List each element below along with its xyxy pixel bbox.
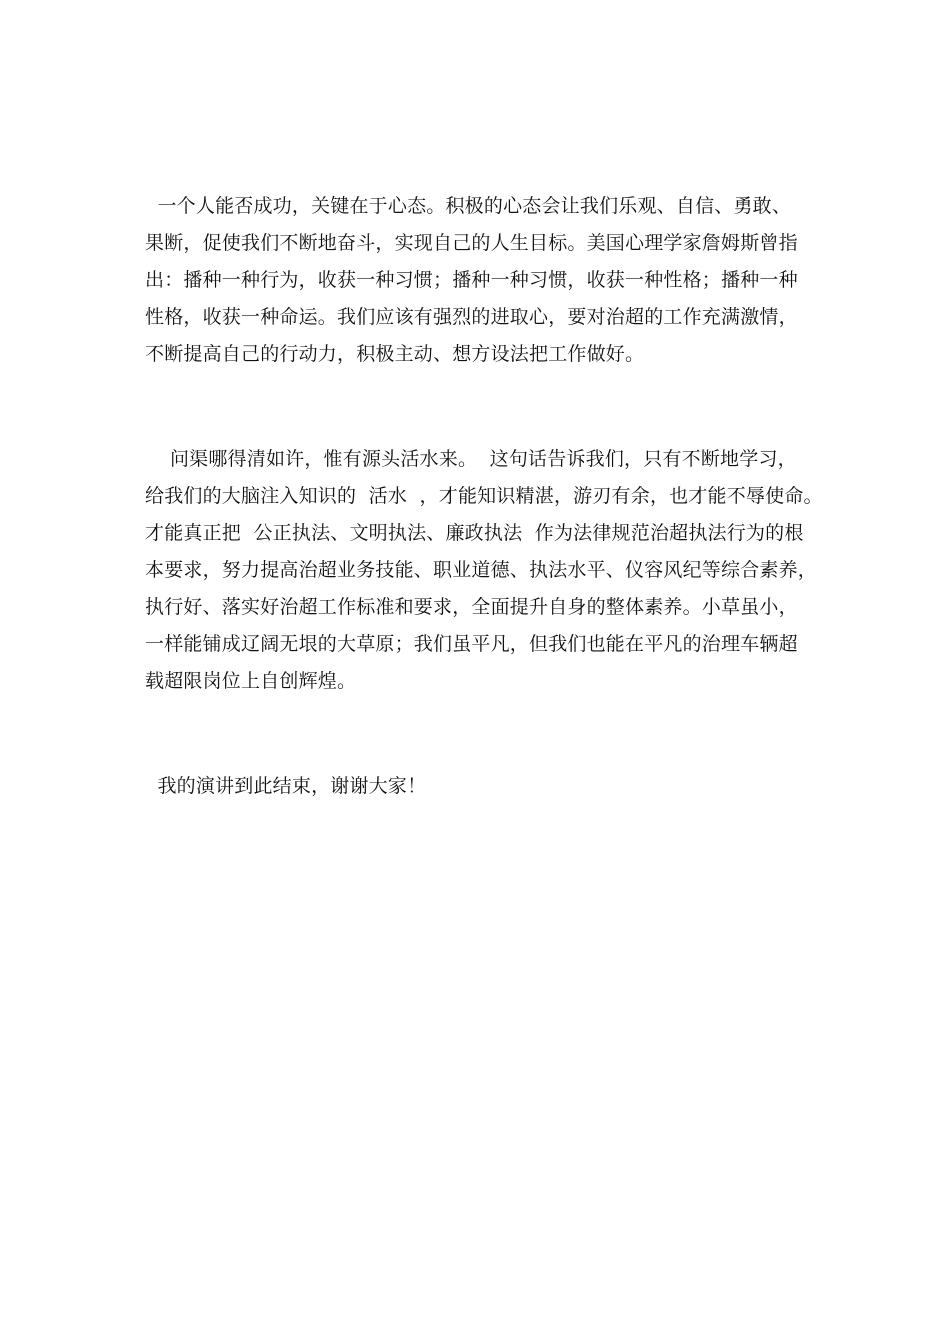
text-line: 出：播种一种行为，收获一种习惯；播种一种习惯，收获一种性格；播种一种 bbox=[145, 269, 798, 291]
paragraph-mindset bbox=[145, 188, 825, 373]
text-line: 果断，促使我们不断地奋斗，实现自己的人生目标。美国心理学家詹姆斯曾指 bbox=[145, 232, 798, 254]
paragraph-closing bbox=[145, 768, 825, 805]
text-line: 我的演讲到此结束，谢谢大家！ bbox=[145, 775, 427, 797]
text-line: 载超限岗位上自创辉煌。 bbox=[145, 670, 357, 692]
text-line: 不断提高自己的行动力，积极主动、想方设法把工作做好。 bbox=[145, 343, 645, 365]
text-line: 性格，收获一种命运。我们应该有强烈的进取心，要对治超的工作充满激情， bbox=[145, 306, 798, 328]
text-line: 本要求，努力提高治超业务技能、职业道德、执法水平、仪容风纪等综合素养， bbox=[145, 559, 818, 581]
text-line: 一个人能否成功，关键在于心态。积极的心态会让我们乐观、自信、勇敢、 bbox=[145, 195, 792, 217]
text-line: 才能真正把 公正执法、文明执法、廉政执法 作为法律规范治超执法行为的根 bbox=[145, 522, 804, 544]
paragraph-learning bbox=[145, 441, 825, 700]
text-line: 执行好、落实好治超工作标准和要求，全面提升自身的整体素养。小草虽小， bbox=[145, 596, 798, 618]
text-line: 问渠哪得清如许，惟有源头活水来。 这句话告诉我们，只有不断地学习， bbox=[145, 448, 797, 470]
text-line: 给我们的大脑注入知识的 活水 ，才能知识精湛，游刃有余，也才能不辱使命。 bbox=[145, 485, 823, 507]
text-line: 一样能铺成辽阔无垠的大草原；我们虽平凡，但我们也能在平凡的治理车辆超 bbox=[145, 633, 798, 655]
